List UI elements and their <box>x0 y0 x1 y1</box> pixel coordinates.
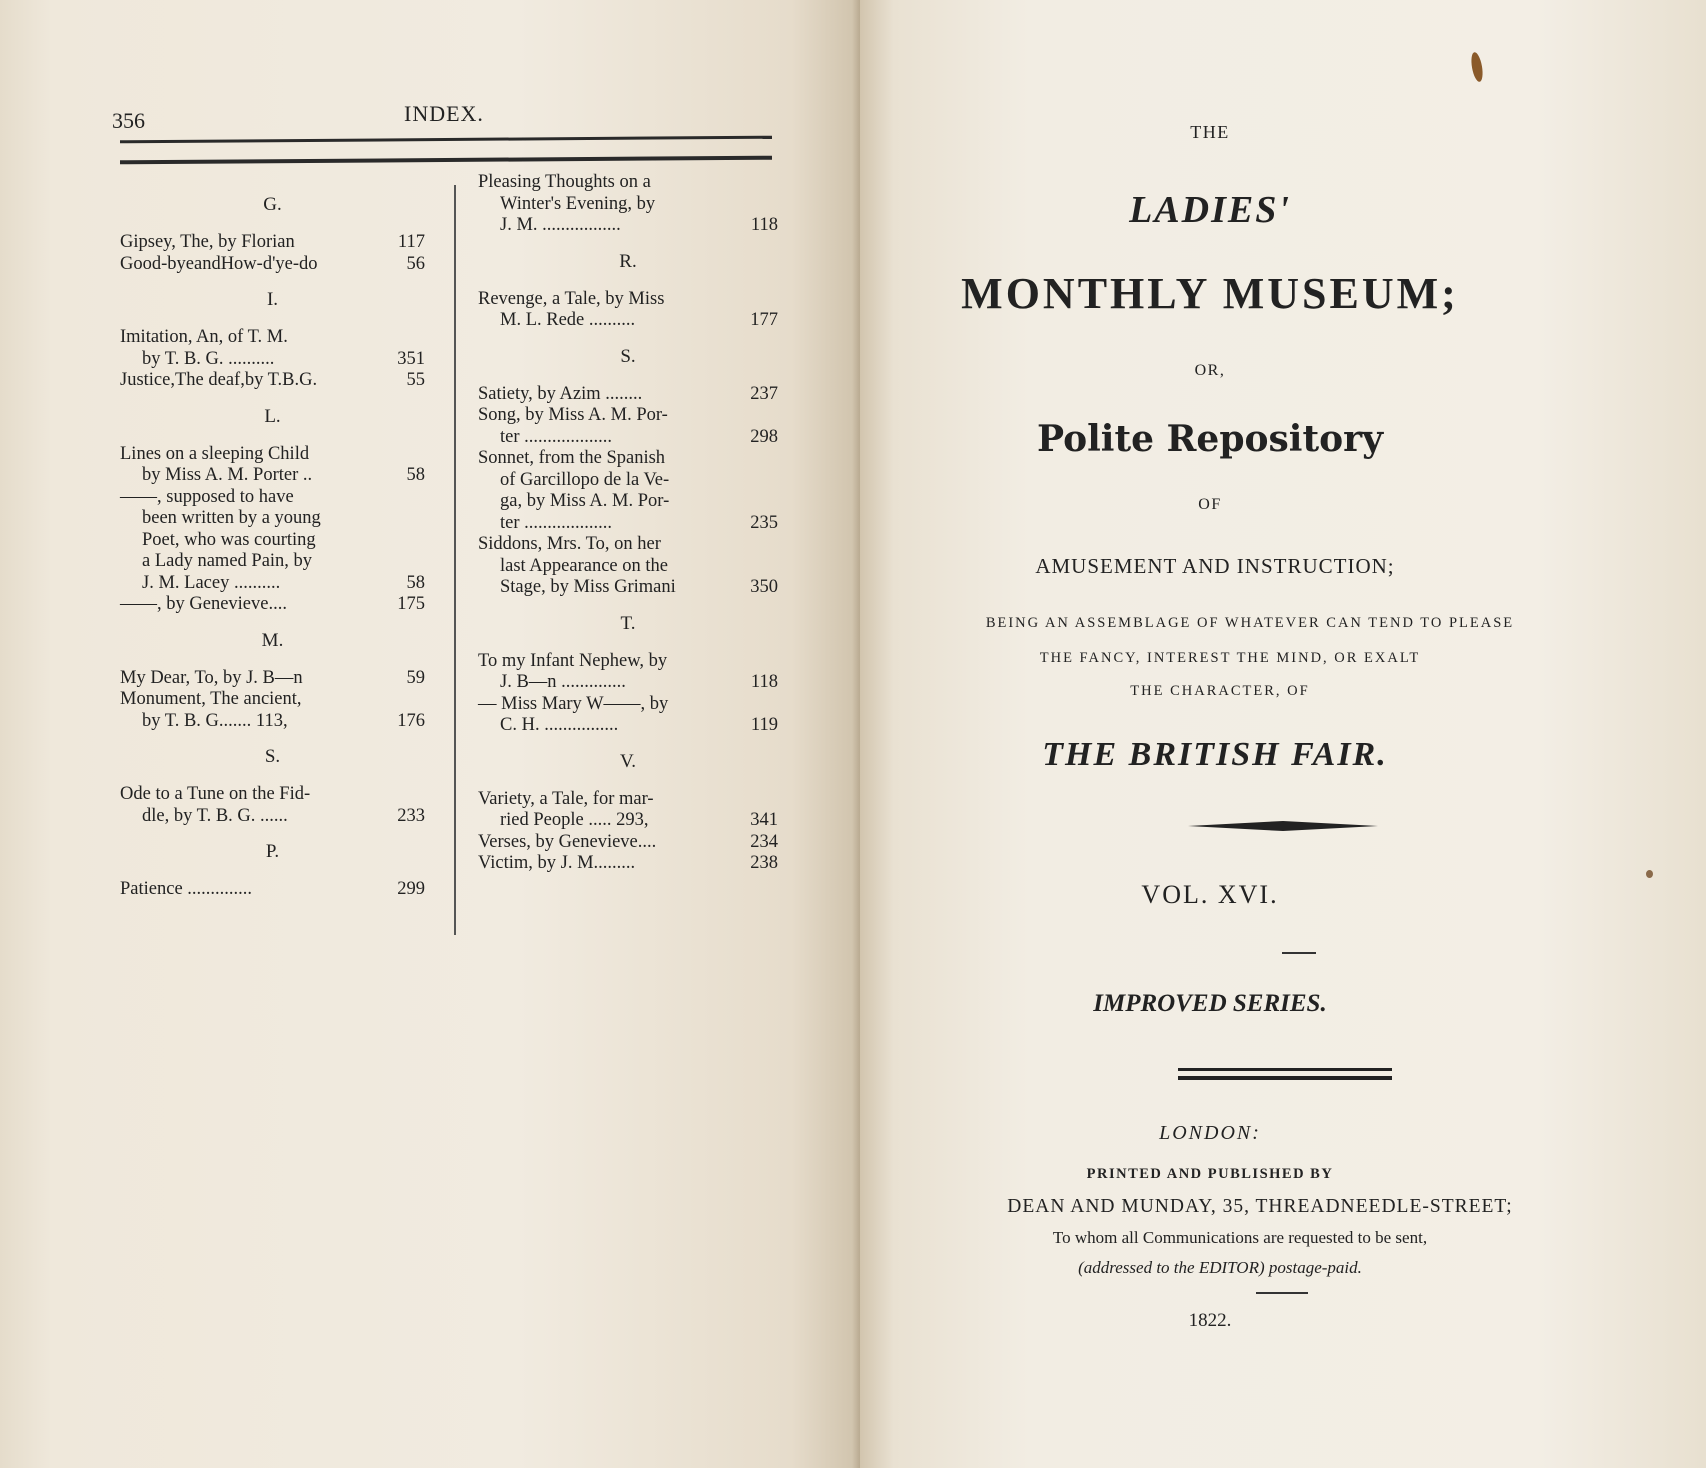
index-entry <box>120 668 425 690</box>
index-entry-text: Stage, by Miss Grimani <box>500 577 676 597</box>
imprint-year: 1822. <box>1188 1310 1232 1331</box>
column-divider <box>454 185 456 935</box>
index-entry <box>478 651 778 694</box>
index-entry-line <box>478 194 778 216</box>
index-entry-line <box>478 491 778 513</box>
index-entry-text: Monument, The ancient, <box>120 689 302 709</box>
index-page-number: 59 <box>406 667 425 688</box>
index-entry-line <box>120 444 425 466</box>
index-page-number: 58 <box>406 465 425 485</box>
index-entry-text: Song, by Miss A. M. Por- <box>478 405 668 425</box>
index-page-number: 118 <box>750 215 778 235</box>
index-entry-line <box>478 577 778 599</box>
description-line-1: BEING AN ASSEMBLAGE OF WHATEVER CAN TEND TO PLEASE <box>985 615 1515 631</box>
index-entry-line <box>478 789 778 811</box>
page-number: 356 <box>112 108 145 133</box>
index-page-number: 56 <box>406 253 425 274</box>
index-entry-text: Justice,The deaf,by T.B.G. <box>120 370 318 390</box>
index-page-number: 55 <box>406 370 425 390</box>
index-entry-line <box>478 427 778 449</box>
index-entry <box>478 832 778 854</box>
index-entry-text: by Miss A. M. Porter .. <box>142 465 313 485</box>
header-rule-top <box>120 136 772 144</box>
index-entry-line <box>478 289 778 311</box>
index-entry-line <box>120 465 425 487</box>
index-entry <box>478 448 778 534</box>
index-entry-text: To my Infant Nephew, by <box>478 650 668 671</box>
index-entry-line <box>120 573 425 595</box>
index-entry-line <box>120 349 425 371</box>
index-entry-line <box>120 232 425 254</box>
index-entry-line <box>478 832 778 854</box>
right-page <box>860 0 1706 1468</box>
index-entry-text: J. M. ................. <box>500 215 621 235</box>
index-entry-text: Victim, by J. M......... <box>478 853 636 873</box>
index-entry-line <box>478 384 778 406</box>
index-entry-text: Satiety, by Azim ........ <box>478 383 643 404</box>
imprint-to-whom: To whom all Communications are requested to be sent, <box>1052 1228 1428 1247</box>
index-entry <box>478 289 778 332</box>
index-entry-text: Good-byeandHow-d'ye-do <box>120 253 318 274</box>
index-section-letter: L. <box>264 405 281 427</box>
index-page-number: 238 <box>750 853 778 873</box>
imprint-publisher: DEAN AND MUNDAY, 35, THREADNEEDLE-STREET; <box>1007 1196 1513 1217</box>
index-page-number: 118 <box>750 672 778 692</box>
index-section-letter: I. <box>266 289 279 310</box>
ornamental-rule <box>1188 820 1378 832</box>
index-entry-text: ——, by Genevieve.... <box>120 594 287 614</box>
index-entry-text: of Garcillopo de la Ve- <box>500 469 670 490</box>
index-entry <box>120 689 425 732</box>
index-entry-text: Ode to a Tune on the Fid- <box>120 784 311 804</box>
double-rule-bottom <box>1178 1076 1392 1080</box>
index-section-letter: G. <box>263 194 282 215</box>
index-page-number: 234 <box>750 831 778 852</box>
index-entry-line <box>478 715 778 737</box>
index-entry-line <box>478 534 778 556</box>
imprint-addressed: (addressed to the EDITOR) postage-paid. <box>1078 1258 1362 1277</box>
index-entry-line <box>120 668 425 690</box>
index-entry-text: M. L. Rede .......... <box>500 310 636 330</box>
index-entry-text: Lines on a sleeping Child <box>120 443 310 464</box>
index-entry <box>120 444 425 616</box>
index-entry <box>120 784 425 827</box>
index-entry-text: ter ................... <box>500 426 613 447</box>
index-entry-text: Verses, by Genevieve.... <box>478 831 657 852</box>
running-head: INDEX. <box>404 101 484 126</box>
index-page-number: 299 <box>397 879 425 899</box>
index-entry-text: ga, by Miss A. M. Por- <box>500 491 670 511</box>
index-page-number: 233 <box>397 805 425 826</box>
index-section-letter: M. <box>261 629 284 651</box>
index-column-1 <box>120 180 425 901</box>
index-section-letter: P. <box>265 841 280 862</box>
improved-series: IMPROVED SERIES. <box>1093 990 1327 1017</box>
index-entry-line <box>478 513 778 535</box>
index-entry-line <box>120 508 425 530</box>
index-entry-text: Revenge, a Tale, by Miss <box>478 288 665 309</box>
index-page-number: 175 <box>397 594 425 614</box>
index-page-number: 117 <box>397 232 425 252</box>
index-entry-text: Poet, who was courting <box>142 529 316 550</box>
index-entry <box>478 405 778 448</box>
index-page-number: 235 <box>750 512 778 533</box>
index-entry-line <box>478 556 778 578</box>
index-entry-text: been written by a young <box>142 508 321 528</box>
index-entry <box>120 254 425 276</box>
index-entry-line <box>120 254 425 276</box>
index-page-number: 177 <box>750 310 778 330</box>
index-page-number: 176 <box>397 710 425 731</box>
index-page-number: 298 <box>750 426 778 447</box>
index-entry-line <box>120 689 425 711</box>
paper-stain <box>1469 51 1484 82</box>
description-line-2: THE FANCY, INTEREST THE MIND, OR EXALT <box>1039 650 1421 666</box>
index-entry <box>120 879 425 901</box>
index-entry-line <box>120 530 425 552</box>
index-entry <box>120 327 425 370</box>
index-entry-text: Imitation, An, of T. M. <box>120 327 288 347</box>
index-entry-line <box>120 711 425 733</box>
index-entry-text: a Lady named Pain, by <box>142 551 313 571</box>
index-entry-line <box>478 405 778 427</box>
index-entry-text: Variety, a Tale, for mar- <box>478 788 654 809</box>
paper-spot <box>1646 870 1653 878</box>
index-entry <box>120 370 425 392</box>
index-page-number: 350 <box>750 577 778 597</box>
title-british-fair: THE BRITISH FAIR. <box>1042 736 1388 773</box>
index-entry-line <box>478 310 778 332</box>
subtitle-amusement: AMUSEMENT AND INSTRUCTION; <box>1035 554 1395 578</box>
header-rule <box>120 156 772 165</box>
index-entry-text: Siddons, Mrs. To, on her <box>478 534 661 554</box>
index-entry-text: Sonnet, from the Spanish <box>478 448 666 468</box>
index-page-number: 119 <box>750 715 778 735</box>
title-monthly-museum: MONTHLY MUSEUM; <box>961 269 1459 318</box>
index-entry <box>120 232 425 254</box>
index-entry-line <box>120 370 425 392</box>
index-entry-line <box>120 784 425 806</box>
short-rule <box>1282 952 1316 954</box>
index-entry-line <box>478 810 778 832</box>
index-entry-line <box>120 327 425 349</box>
index-entry-line <box>478 672 778 694</box>
index-entry-text: J. M. Lacey .......... <box>142 572 281 593</box>
index-section-letter: S. <box>264 746 281 767</box>
index-entry-text: J. B—n .............. <box>500 672 626 692</box>
index-entry-text: Patience .............. <box>120 879 253 899</box>
index-entry-text: by T. B. G. .......... <box>142 348 275 369</box>
index-entry <box>478 534 778 599</box>
index-entry-text: dle, by T. B. G. ...... <box>142 805 288 826</box>
title-the: THE <box>1190 122 1230 142</box>
index-entry-line <box>478 651 778 673</box>
short-rule-year <box>1256 1292 1308 1294</box>
index-entry-text: last Appearance on the <box>500 555 668 576</box>
index-section-letter: S. <box>620 345 636 367</box>
index-section-letter: R. <box>619 250 637 272</box>
description-line-3: THE CHARACTER, OF <box>1130 683 1310 699</box>
index-entry <box>478 853 778 875</box>
index-entry-text: ——, supposed to have <box>120 486 294 507</box>
index-entry-line <box>120 806 425 828</box>
index-page-number: 351 <box>397 348 425 369</box>
index-entry-line <box>120 551 425 573</box>
index-entry-text: Gipsey, The, by Florian <box>120 232 295 252</box>
index-entry-line <box>478 448 778 470</box>
title-ladies: LADIES' <box>1129 189 1291 231</box>
index-entry-line <box>478 172 778 194</box>
index-entry-text: ried People ..... 293, <box>500 810 649 830</box>
double-rule-top <box>1178 1068 1392 1071</box>
title-polite-repository: Polite Repository <box>1036 418 1383 460</box>
index-page-number: 341 <box>750 810 778 830</box>
index-entry-text: Pleasing Thoughts on a <box>478 172 651 192</box>
index-page-number: 58 <box>406 572 425 593</box>
index-section-letter: V. <box>619 750 637 772</box>
index-entry <box>478 694 778 737</box>
title-of: OF <box>1198 496 1222 513</box>
index-entry-text: Winter's Evening, by <box>500 193 656 214</box>
index-entry-line <box>478 470 778 492</box>
index-entry-line <box>478 694 778 716</box>
imprint-printed-by: PRINTED AND PUBLISHED BY <box>1086 1166 1334 1182</box>
index-entry-line <box>478 853 778 875</box>
index-entry-text: C. H. ................ <box>500 715 619 735</box>
imprint-london: LONDON: <box>1159 1122 1261 1144</box>
index-entry <box>478 172 778 237</box>
index-entry <box>478 384 778 406</box>
index-entry-text: ter ................... <box>500 512 613 533</box>
volume-number: VOL. XVI. <box>1141 880 1279 909</box>
index-entry-line <box>120 594 425 616</box>
index-entry <box>478 789 778 832</box>
title-or: OR, <box>1194 362 1226 379</box>
index-entry-line <box>478 215 778 237</box>
index-column-2 <box>478 172 778 875</box>
index-entry-line <box>120 879 425 901</box>
index-entry-text: by T. B. G....... 113, <box>142 710 288 731</box>
index-entry-text: My Dear, To, by J. B—n <box>120 667 303 688</box>
index-page-number: 237 <box>750 383 778 404</box>
index-entry-text: — Miss Mary W——, by <box>478 693 669 714</box>
index-section-letter: T. <box>620 612 636 634</box>
index-entry-line <box>120 487 425 509</box>
